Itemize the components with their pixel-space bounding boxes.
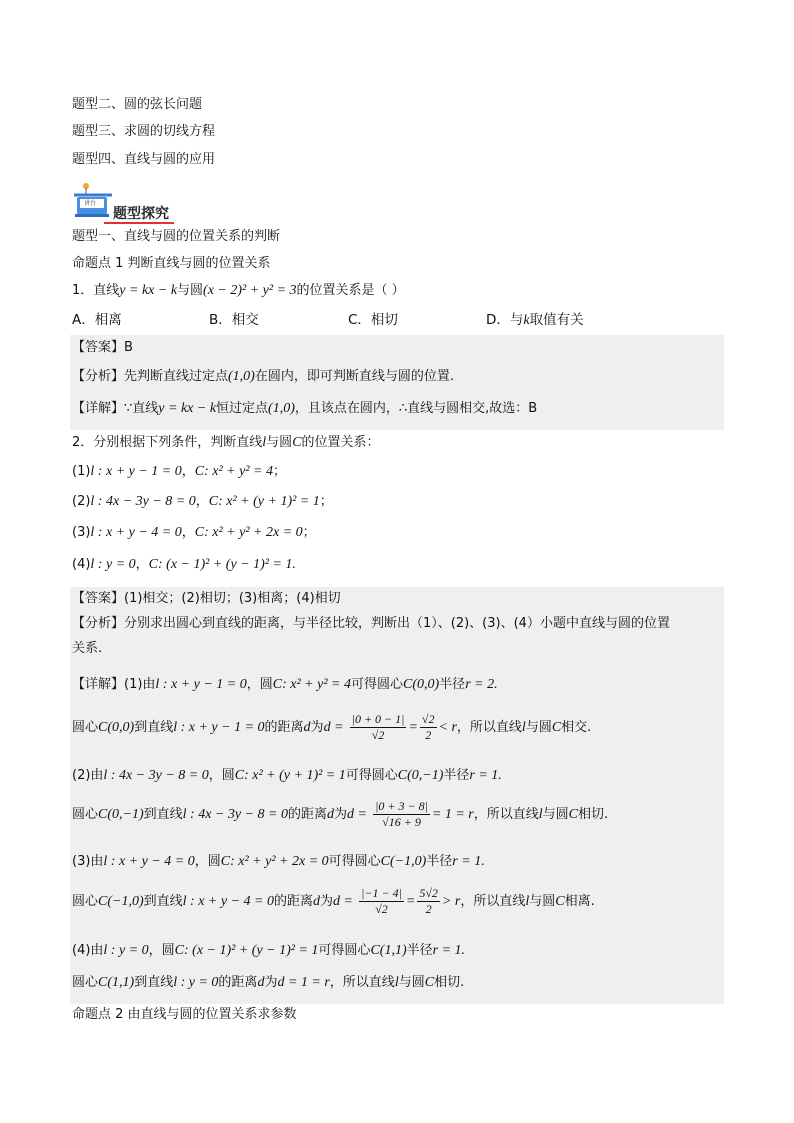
q2-detail-2: (2)由l : 4x − 3y − 8 = 0，圆C: x² + (y + 1)² = 1可得圆心C(0,−1)半径r = 1. [72,768,502,783]
q2-analysis-line2: 关系. [72,641,103,656]
q1-detail: 【详解】∵直线y = kx − k恒过定点(1,0)，且该点在圆内，∴直线与圆相交,故选：B [72,401,538,416]
fraction: $\frac{5√2}{2}$ [419,886,438,916]
fraction: $\frac{√2}{2}$ [421,712,435,742]
q1-analysis: 【分析】先判断直线过定点(1,0)在圆内，即可判断直线与圆的位置. [72,369,454,384]
fraction: $\frac{|0 + 3 - 8|}{√16 + 9}$ [375,799,428,829]
q2-distance-1: 圆心C(0,0)到直线l : x + y − 1 = 0的距离d为d = $\frac{|0 + 0 - 1|}{√2}$ = $\frac{√2}{2}$ < r，所以直线l与圆C相交. [72,712,592,742]
logo-badge-text: 讲台 [84,200,97,207]
q1-option-b: B．相交 [209,312,259,328]
outline-type4: 题型四、直线与圆的应用 [72,152,216,167]
q1-answer: 【答案】B [72,340,133,355]
q1-option-a: A．相离 [72,312,122,328]
q2-condition-2: (2)l : 4x − 3y − 8 = 0，C: x² + (y + 1)² = 1； [72,494,333,509]
q2-condition-1: (1)l : x + y − 1 = 0，C: x² + y² = 4； [72,464,286,479]
type1-heading: 题型一、直线与圆的位置关系的判断 [72,229,281,244]
q2-distance-3: 圆心C(−1,0)到直线l : x + y − 4 = 0的距离d为d = $\frac{|-1 - 4|}{√2}$ = $\frac{5√2}{2}$ > r，所以直线l与圆C相离. [72,886,595,916]
q1-stem: 1．直线y = kx − k与圆(x − 2)² + y² = 3的位置关系是（ ） [72,283,405,298]
outline-type2: 题型二、圆的弦长问题 [72,97,203,112]
q2-answer: 【答案】(1)相交；(2)相切；(3)相离；(4)相切 [72,591,341,606]
section-title: 题型探究 [113,206,169,222]
section-title-underline [104,222,174,224]
fraction: $\frac{|0 + 0 - 1|}{√2}$ [351,712,405,742]
point2-heading: 命题点 2 由直线与圆的位置关系求参数 [72,1007,297,1022]
q2-detail-4: (4)由l : y = 0，圆C: (x − 1)² + (y − 1)² = 1可得圆心C(1,1)半径r = 1. [72,943,466,958]
q1-option-d: D．与k取值有关 [486,312,584,328]
outline-type3: 题型三、求圆的切线方程 [72,124,216,139]
q2-analysis-line1: 【分析】分别求出圆心到直线的距离，与半径比较，判断出（1）、(2)、(3)、(4）小题中直线与圆的位置 [72,616,670,631]
q2-distance-4: 圆心C(1,1)到直线l : y = 0的距离d为d = 1 = r，所以直线l与圆C相切. [72,975,465,990]
q2-distance-2: 圆心C(0,−1)到直线l : 4x − 3y − 8 = 0的距离d为d = $\frac{|0 + 3 - 8|}{√16 + 9}$ = 1 = r，所以直线l与圆C相切. [72,799,609,829]
q2-detail-3: (3)由l : x + y − 4 = 0，圆C: x² + y² + 2x = 0可得圆心C(−1,0)半径r = 1. [72,854,485,869]
q2-stem: 2．分别根据下列条件，判断直线l与圆C的位置关系： [72,435,380,450]
q2-condition-3: (3)l : x + y − 4 = 0，C: x² + y² + 2x = 0； [72,525,316,540]
q2-detail-1: 【详解】(1)由l : x + y − 1 = 0，圆C: x² + y² = 4可得圆心C(0,0)半径r = 2. [72,677,498,692]
q2-condition-4: (4)l : y = 0，C: (x − 1)² + (y − 1)² = 1. [72,557,296,572]
q1-option-c: C．相切 [348,312,398,328]
point1-heading: 命题点 1 判断直线与圆的位置关系 [72,256,271,271]
fraction: $\frac{|-1 - 4|}{√2}$ [361,886,402,916]
